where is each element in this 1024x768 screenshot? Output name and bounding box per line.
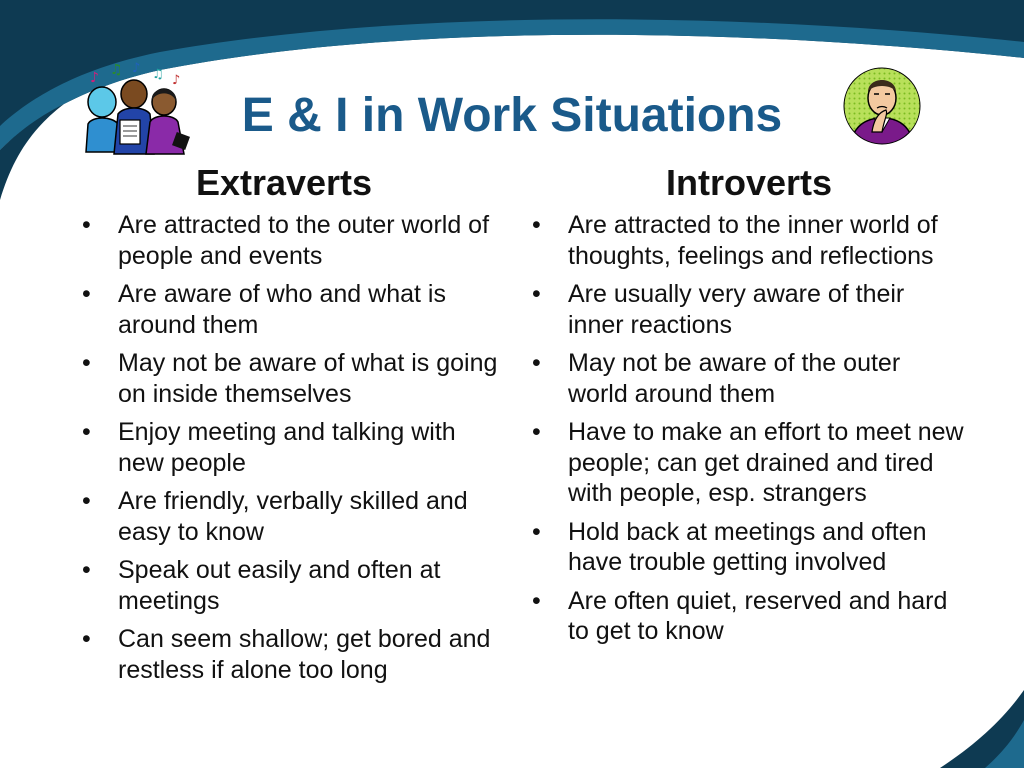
extraverts-list	[74, 210, 504, 685]
extraverts-heading: Extraverts	[195, 162, 373, 203]
list-item	[524, 348, 964, 409]
svg-text:♫: ♫	[152, 67, 164, 82]
introverts-column	[524, 162, 964, 655]
list-item	[74, 624, 504, 685]
list-item-text: Speak out easily and often at meetings	[118, 556, 441, 615]
bullet-glyph: •	[82, 625, 91, 653]
list-item-text: Have to make an effort to meet new people; can get drained and tired with people, esp. strangers	[568, 418, 964, 507]
list-item-text: Are friendly, verbally skilled and easy to know	[118, 487, 468, 546]
list-item	[74, 348, 504, 409]
bullet-glyph: •	[532, 418, 541, 446]
slide-title: E & I in Work Situations	[241, 89, 783, 142]
svg-text:♫: ♫	[110, 62, 123, 78]
bullet-glyph: •	[532, 517, 541, 546]
bullet-glyph: •	[532, 586, 541, 615]
svg-text:♪: ♪	[172, 73, 181, 88]
list-item	[524, 210, 964, 271]
list-item-text: Are attracted to the inner world of thoughts, feelings and reflections	[568, 211, 938, 270]
bullet-glyph: •	[82, 418, 91, 446]
list-item	[74, 555, 504, 616]
extraverts-column	[74, 162, 504, 693]
list-item-text: Are aware of who and what is around them	[118, 280, 446, 339]
bullet-glyph: •	[532, 211, 541, 239]
bullet-glyph: •	[82, 349, 91, 377]
list-item	[524, 279, 964, 340]
svg-text:♪: ♪	[90, 70, 99, 86]
list-item	[524, 586, 964, 647]
bullet-glyph: •	[82, 487, 91, 515]
list-item-text: May not be aware of what is going on inside themselves	[118, 349, 498, 408]
list-item-text: Enjoy meeting and talking with new people	[118, 418, 456, 477]
list-item	[74, 279, 504, 340]
list-item-text: Are usually very aware of their inner reactions	[568, 280, 905, 339]
bullet-glyph: •	[532, 349, 541, 377]
list-item-text: Are often quiet, reserved and hard to get to know	[568, 586, 948, 645]
bullet-glyph: •	[82, 556, 91, 584]
list-item	[524, 517, 964, 578]
list-item-text: May not be aware of the outer world around them	[568, 349, 901, 408]
svg-text:♪: ♪	[132, 62, 141, 76]
list-item-text: Hold back at meetings and often have trouble getting involved	[568, 517, 927, 576]
bullet-glyph: •	[532, 280, 541, 308]
list-item-text: Are attracted to the outer world of people and events	[118, 211, 490, 270]
list-item	[524, 417, 964, 509]
list-item	[74, 486, 504, 547]
bullet-glyph: •	[82, 211, 91, 239]
list-item	[74, 417, 504, 478]
introverts-list	[524, 210, 964, 647]
introverts-heading: Introverts	[665, 162, 833, 203]
list-item-text: Can seem shallow; get bored and restless if alone too long	[118, 625, 491, 684]
bullet-glyph: •	[82, 280, 91, 308]
list-item	[74, 210, 504, 271]
thinking-man-icon	[842, 66, 922, 146]
